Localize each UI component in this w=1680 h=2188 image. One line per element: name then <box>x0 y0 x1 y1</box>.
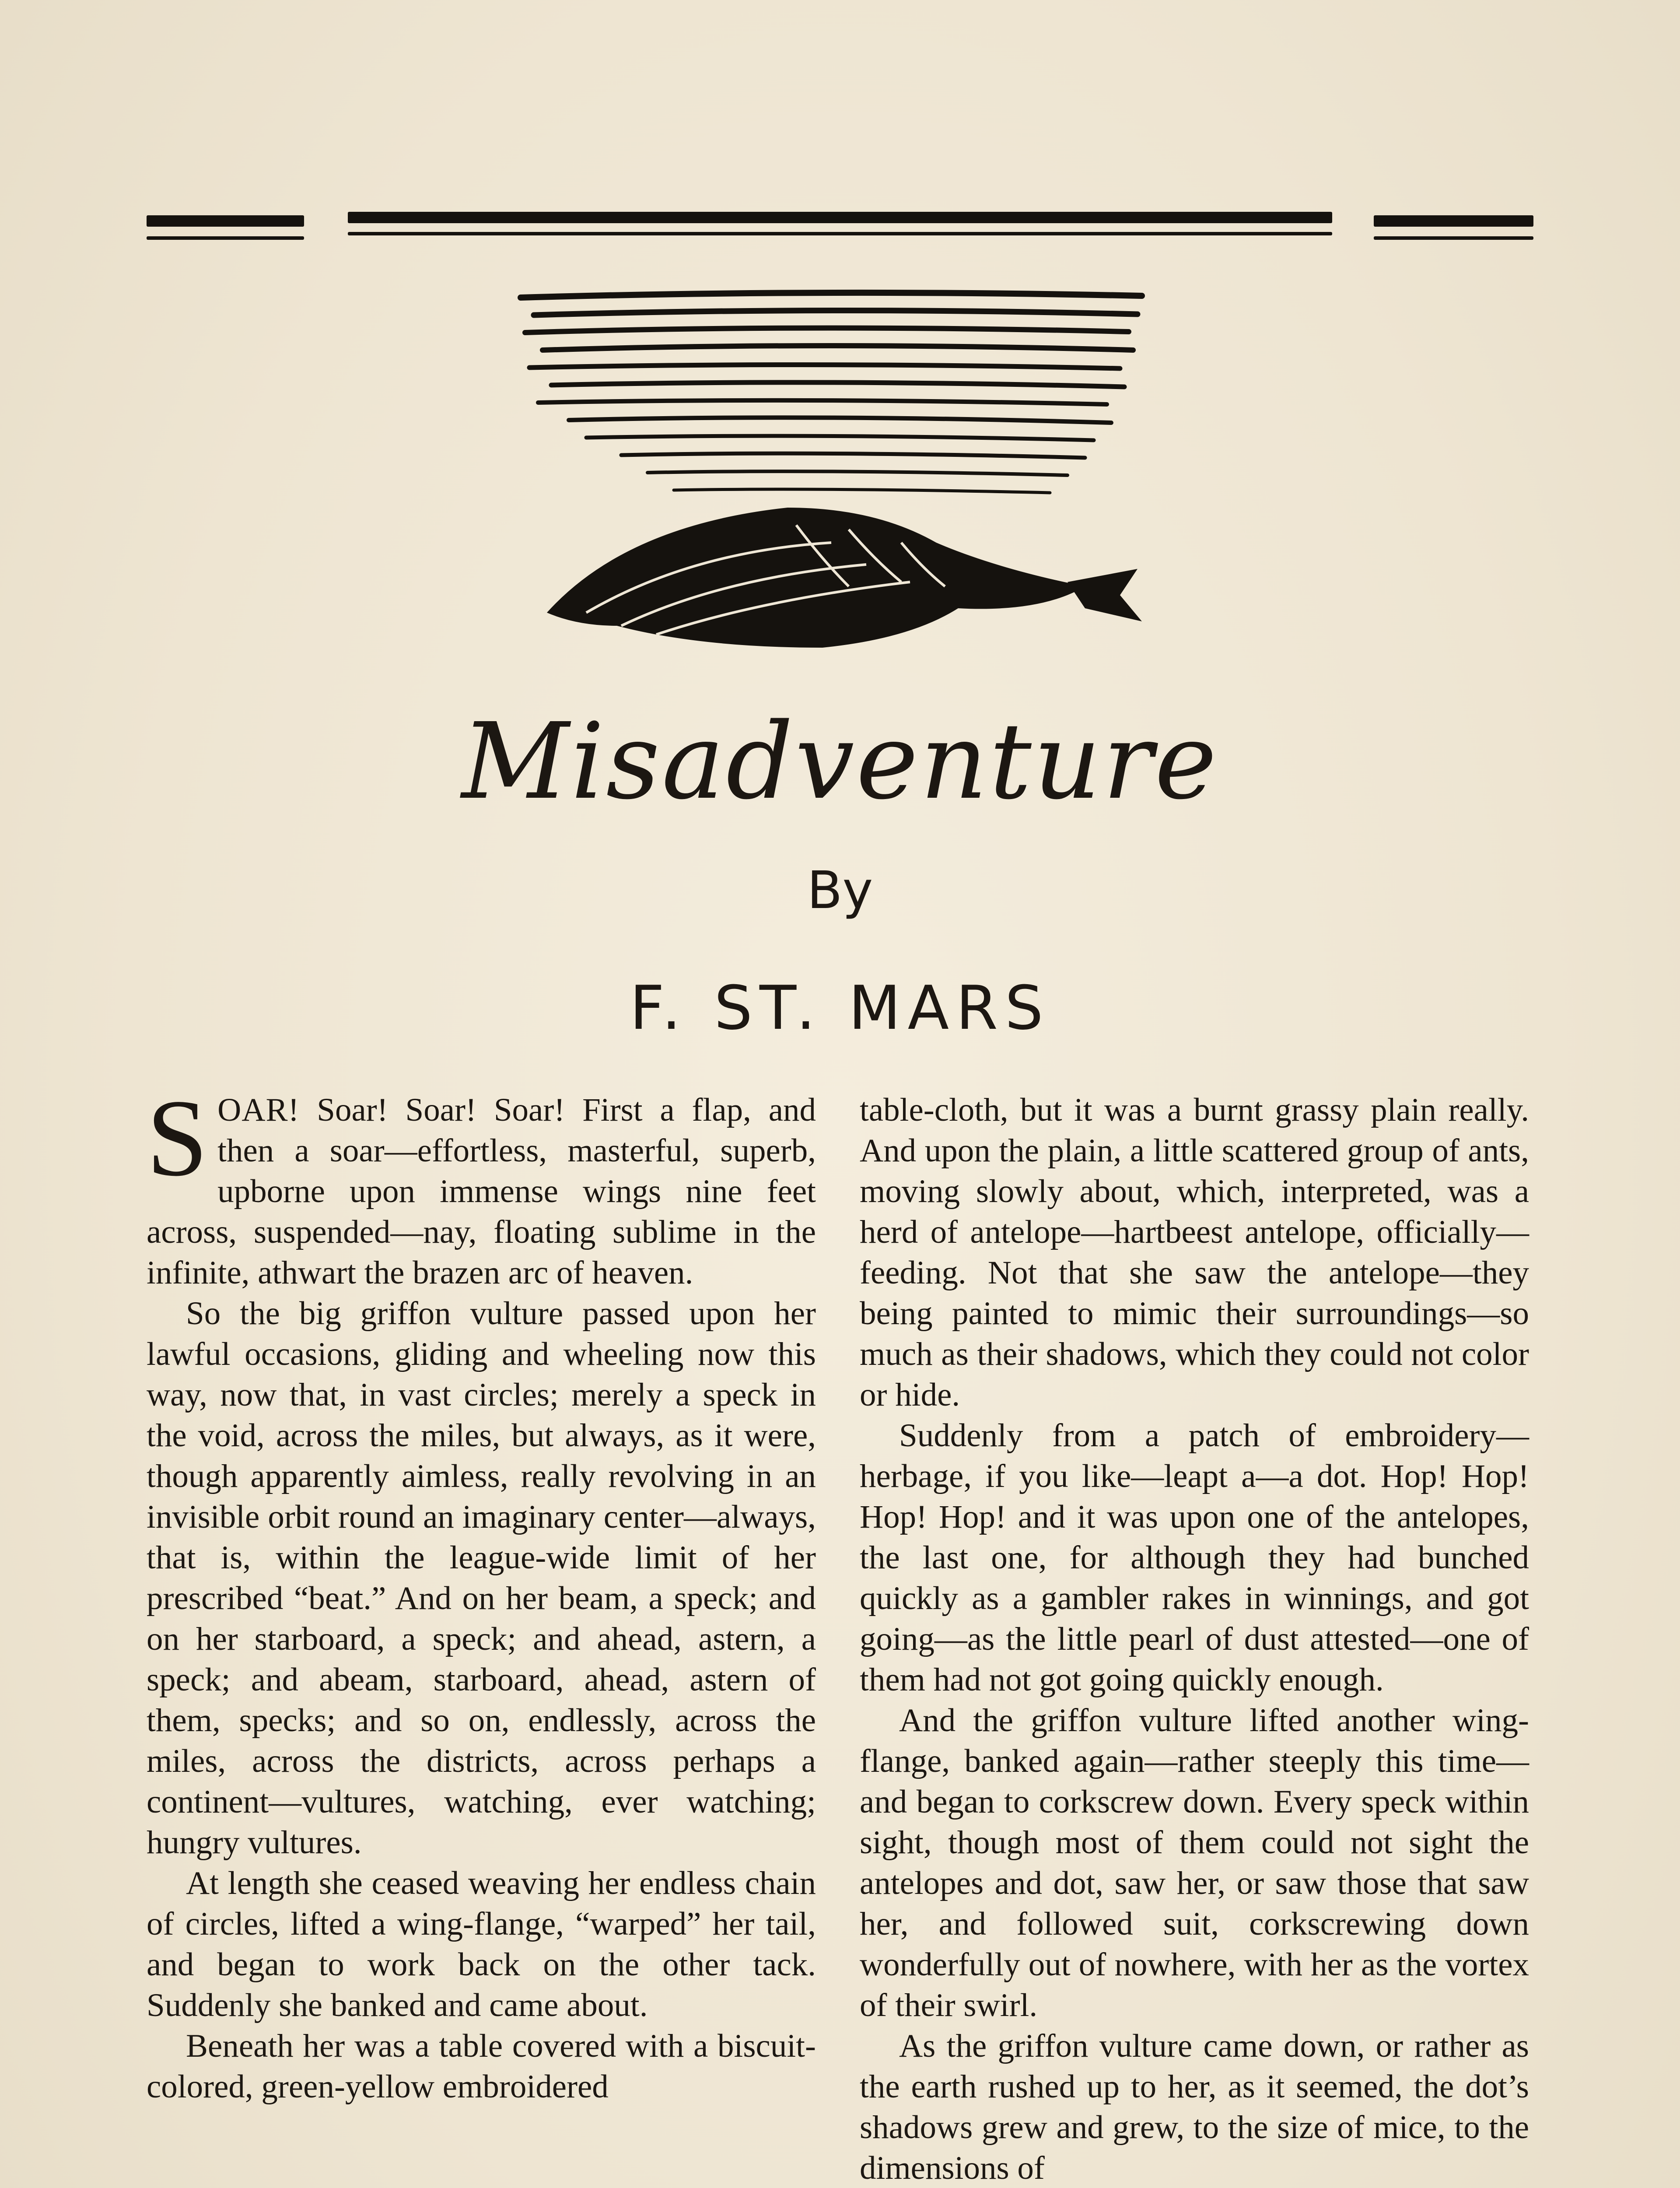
author-name: F. ST. MARS <box>630 973 1050 1043</box>
paragraph: As the griffon vulture came down, or rather as the earth rushed up to her, as it seemed, the dot’s shadows grew and grew, to the size of mice, to the dimensions of <box>860 2028 1529 2186</box>
header-rule-left <box>147 215 304 227</box>
lead-word: OAR! <box>217 1092 300 1128</box>
paragraph: Suddenly from a patch of embroidery—herbage, if you like—leapt a—a dot. Hop! Hop! Hop! Hop! and it was upon one of the antelopes, the last one, for although they had bunched quickly as a gambler rakes in winnings, and got going—as the little pearl of dust attested—one of them had not got going quickly enough. <box>860 1417 1529 1698</box>
header-rule-center-thin <box>348 232 1332 235</box>
header-rule-right-thin <box>1374 236 1533 240</box>
paragraph: And the griffon vulture lifted another wing-flange, banked again—rather steeply this time—and began to corkscrew down. Every speck within sight, though most of them could not sight the antelopes and dot, saw her, or saw those that saw her, and followed suit, corkscrewing down wonderfully out of nowhere, with her as the vortex of their swirl. <box>860 1702 1529 2023</box>
byline: By <box>807 860 873 920</box>
text-column-left <box>147 1076 816 2107</box>
paragraph: Beneath her was a table covered with a biscuit-colored, green-yellow embroidered <box>147 2028 816 2105</box>
paragraph: So the big griffon vulture passed upon her lawful occasions, gliding and wheeling now this way, now that, in vast circles; merely a speck in the void, across the miles, but always, as it were, though apparently aimless, really revolving in an invisible orbit round an imaginary center—always, that is, within the league-wide limit of her prescribed “beat.” And on her beam, a speck; and on her starboard, a speck; and ahead, astern, a speck; and abeam, starboard, ahead, astern of them, specks; and so on, endlessly, across the miles, across the districts, across perhaps a continent—vultures, watching, ever watching; hungry vultures. <box>147 1295 816 1861</box>
drop-cap: S <box>147 1076 208 1199</box>
header-rule-center <box>348 212 1332 223</box>
paragraph: At length she ceased weaving her endless chain of circles, lifted a wing-flange, “warped” her tail, and began to work back on the other tack. Suddenly she banked and came about. <box>147 1865 816 2023</box>
text-column-right <box>860 1090 1529 2188</box>
header-rule-right <box>1374 215 1533 227</box>
story-title: Misadventure <box>461 700 1219 823</box>
paragraph <box>147 1076 816 1293</box>
vulture-illustration <box>516 280 1151 656</box>
paragraph-continued: table-cloth, but it was a burnt grassy plain really. And upon the plain, a little scattered group of ants, moving slowly about, which, interpreted, was a herd of antelope—hartbeest antelope, officially—feeding. Not that she saw the antelope—they being painted to mimic their surroundings—so much as their shadows, which they could not color or hide. <box>860 1092 1529 1413</box>
paragraph-text: Soar! Soar! Soar! First a flap, and then a soar—effortless, masterful, superb, upborne upon immense wings nine feet across, suspended—nay, floating sublime in the infinite, athwart the brazen arc of heaven. <box>147 1092 816 1291</box>
header-rule-left-thin <box>147 236 304 240</box>
